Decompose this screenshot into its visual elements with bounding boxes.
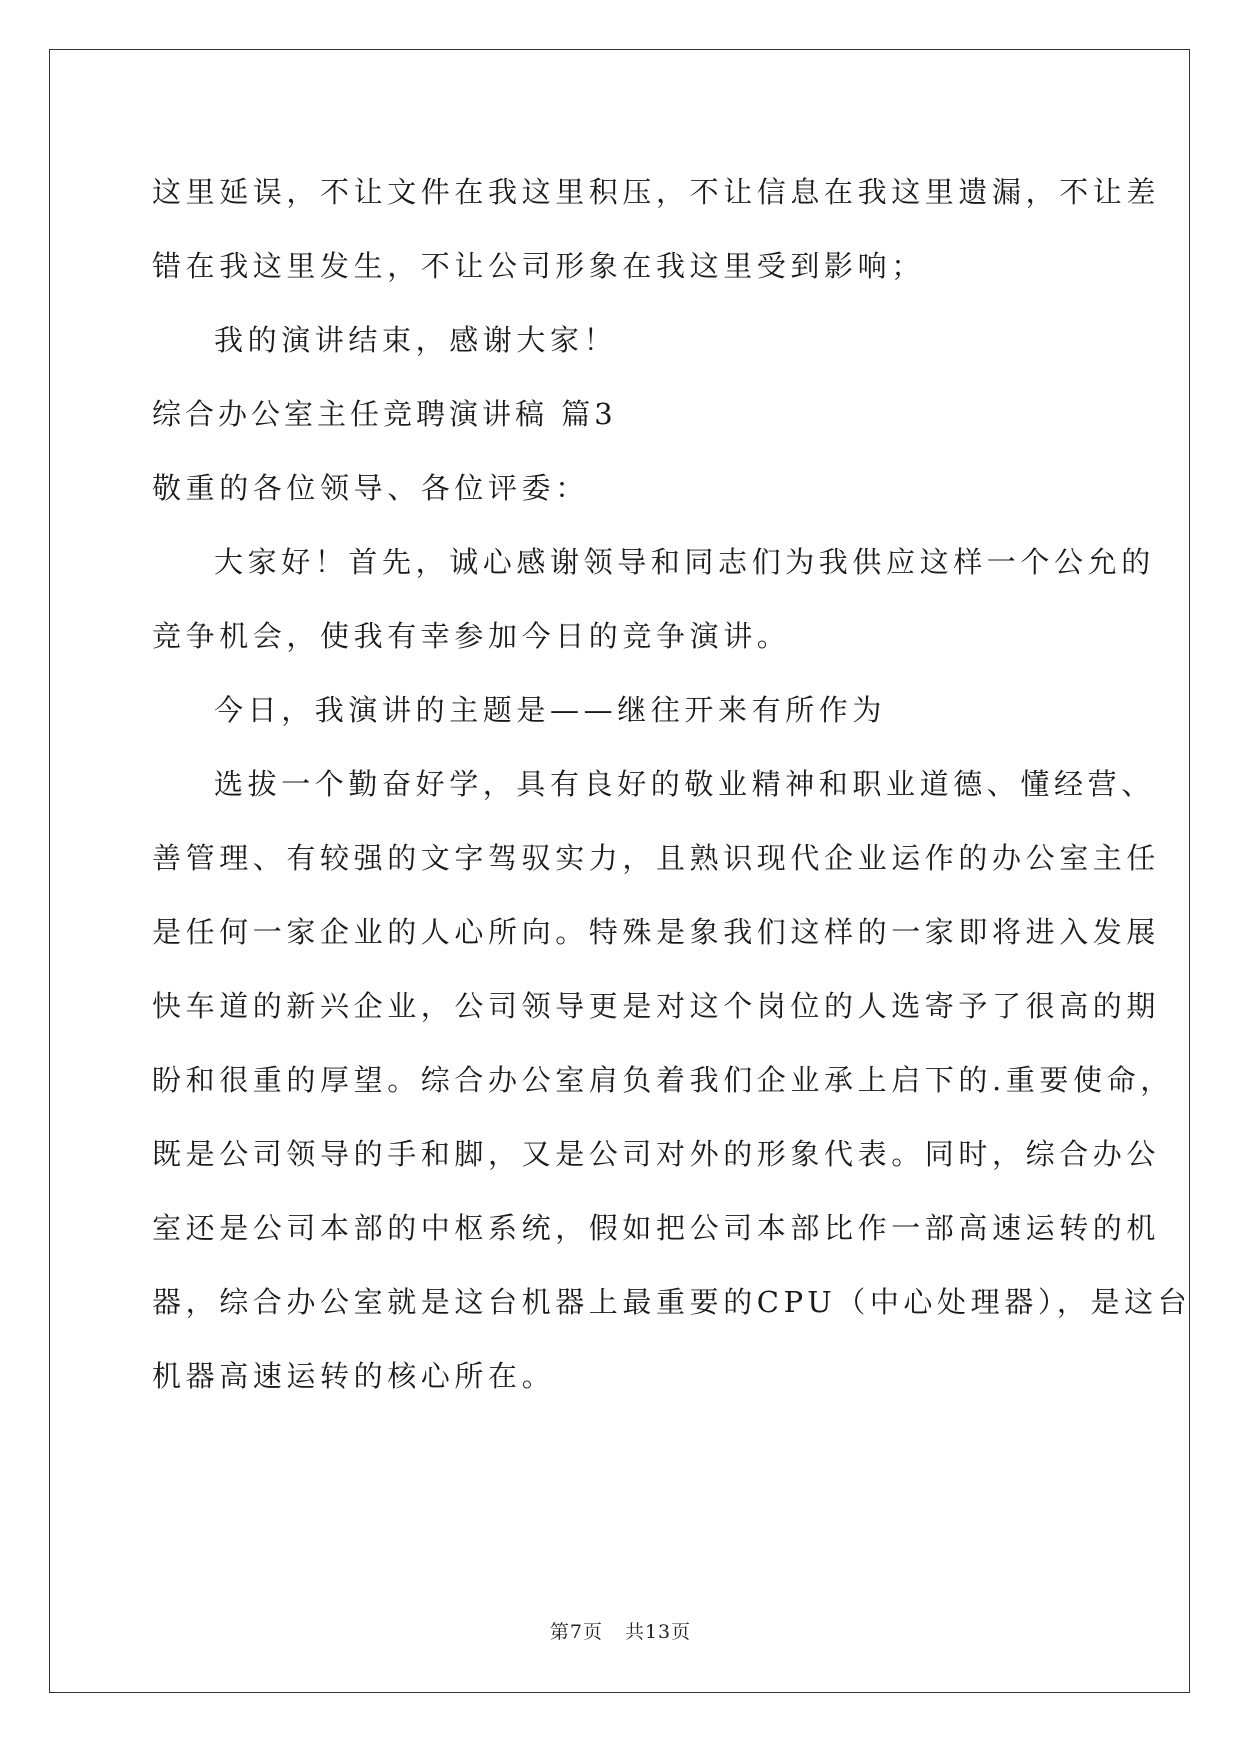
text-line: 器，综合办公室就是这台机器上最重要的CPU（中心处理器），是这台 (152, 1285, 1192, 1319)
section-heading: 综合办公室主任竞聘演讲稿 篇3 (152, 397, 617, 431)
text-line: 错在我这里发生，不让公司形象在我这里受到影响； (152, 249, 925, 283)
paragraph-line: 我的演讲结束，感谢大家！ (214, 323, 618, 357)
text-line: 既是公司领导的手和脚，又是公司对外的形象代表。同时，综合办公 (152, 1137, 1161, 1171)
text-line: 这里延误，不让文件在我这里积压，不让信息在我这里遗漏，不让差 (152, 175, 1161, 209)
paragraph-line: 大家好！首先，诚心感谢领导和同志们为我供应这样一个公允的 (214, 545, 1155, 579)
salutation: 敬重的各位领导、各位评委： (152, 471, 589, 505)
text-line: 机器高速运转的核心所在。 (152, 1359, 556, 1393)
paragraph-line: 今日，我演讲的主题是——继往开来有所作为 (214, 693, 887, 727)
text-line: 盼和很重的厚望。综合办公室肩负着我们企业承上启下的.重要使命， (152, 1063, 1174, 1097)
page-number: 第7页 (549, 1621, 603, 1643)
page-total: 共13页 (624, 1621, 692, 1643)
page-footer (0, 1620, 1241, 1644)
text-line: 善管理、有较强的文字驾驭实力，且熟识现代企业运作的办公室主任 (152, 841, 1161, 875)
text-line: 竞争机会，使我有幸参加今日的竞争演讲。 (152, 619, 791, 653)
text-line: 室还是公司本部的中枢系统，假如把公司本部比作一部高速运转的机 (152, 1211, 1161, 1245)
paragraph-line: 选拔一个勤奋好学，具有良好的敬业精神和职业道德、懂经营、 (214, 767, 1155, 801)
text-line: 快车道的新兴企业，公司领导更是对这个岗位的人选寄予了很高的期 (152, 989, 1161, 1023)
text-line: 是任何一家企业的人心所向。特殊是象我们这样的一家即将进入发展 (152, 915, 1161, 949)
